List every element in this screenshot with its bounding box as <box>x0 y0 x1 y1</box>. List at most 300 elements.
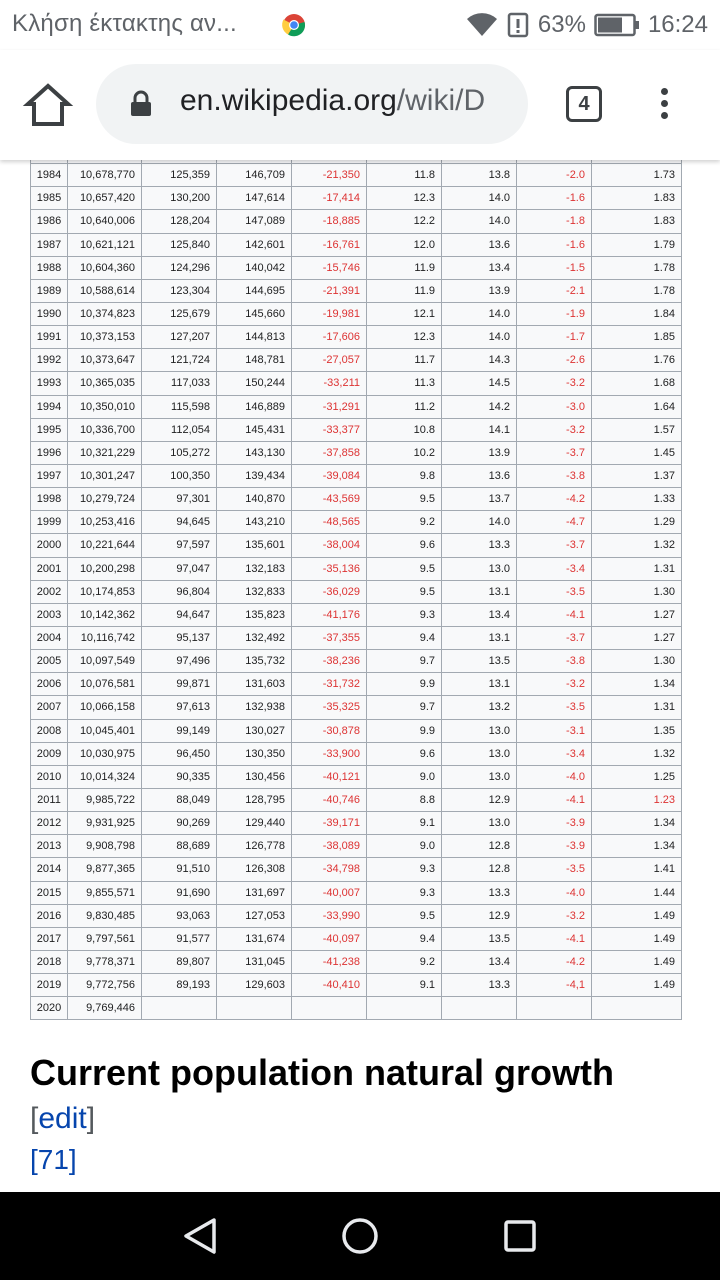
table-cell: 1.57 <box>592 418 682 441</box>
table-cell: -40,097 <box>292 927 367 950</box>
table-cell <box>517 997 592 1020</box>
table-cell: 9,769,446 <box>68 997 142 1020</box>
table-cell: 14.0 <box>442 302 517 325</box>
table-cell: 1.49 <box>592 927 682 950</box>
table-cell: -37,355 <box>292 626 367 649</box>
table-cell: 13.3 <box>442 534 517 557</box>
table-cell: 10.8 <box>367 418 442 441</box>
battery-percent: 63% <box>537 11 586 38</box>
url-path: /wiki/D <box>396 84 486 117</box>
table-cell: 12.0 <box>367 233 442 256</box>
year-cell: 2004 <box>31 626 68 649</box>
table-cell: 12.3 <box>367 326 442 349</box>
table-cell: 1.30 <box>592 650 682 673</box>
table-cell: 10,657,420 <box>68 187 142 210</box>
table-row <box>31 858 682 881</box>
table-cell: 10,350,010 <box>68 395 142 418</box>
table-cell: 9.4 <box>367 626 442 649</box>
table-cell: 9.3 <box>367 603 442 626</box>
year-cell: 1990 <box>31 302 68 325</box>
table-cell: -4.1 <box>517 603 592 626</box>
table-cell: 132,938 <box>217 696 292 719</box>
table-cell: -3.7 <box>517 441 592 464</box>
table-cell: -18,885 <box>292 210 367 233</box>
table-cell: 9.6 <box>367 534 442 557</box>
table-cell: 9,931,925 <box>68 812 142 835</box>
table-cell <box>292 997 367 1020</box>
table-cell: 1.31 <box>592 557 682 580</box>
table-cell: 97,496 <box>142 650 217 673</box>
table-cell: 14.0 <box>442 326 517 349</box>
table-cell: 13.9 <box>442 279 517 302</box>
year-cell: 1992 <box>31 349 68 372</box>
table-cell: 131,697 <box>217 881 292 904</box>
table-cell: 14.0 <box>442 210 517 233</box>
table-cell: 1.34 <box>592 673 682 696</box>
table-cell: 10,678,770 <box>68 164 142 187</box>
table-cell: 89,193 <box>142 974 217 997</box>
table-row <box>31 881 682 904</box>
chrome-icon <box>282 13 306 37</box>
table-cell: 128,795 <box>217 788 292 811</box>
table-cell: 10,604,360 <box>68 256 142 279</box>
year-cell: 1995 <box>31 418 68 441</box>
table-cell: 112,054 <box>142 418 217 441</box>
table-cell: 132,833 <box>217 580 292 603</box>
table-cell: 9.5 <box>367 904 442 927</box>
table-cell: -4.2 <box>517 488 592 511</box>
year-cell: 1987 <box>31 233 68 256</box>
table-cell: 1.78 <box>592 256 682 279</box>
year-cell: 2006 <box>31 673 68 696</box>
table-row <box>31 187 682 210</box>
address-bar[interactable] <box>96 64 528 144</box>
table-cell: 1.32 <box>592 534 682 557</box>
table-cell: 10,279,724 <box>68 488 142 511</box>
table-cell <box>217 997 292 1020</box>
table-cell: 95,137 <box>142 626 217 649</box>
table-cell: 1.49 <box>592 974 682 997</box>
table-cell: 96,804 <box>142 580 217 603</box>
year-cell: 2003 <box>31 603 68 626</box>
table-cell: -1.9 <box>517 302 592 325</box>
table-cell: 1.27 <box>592 603 682 626</box>
table-cell: 12.9 <box>442 904 517 927</box>
navigation-bar <box>0 1192 720 1280</box>
table-cell: 14.5 <box>442 372 517 395</box>
table-cell: -3.2 <box>517 418 592 441</box>
table-cell: -30,878 <box>292 719 367 742</box>
table-row <box>31 650 682 673</box>
table-cell: 10,045,401 <box>68 719 142 742</box>
year-cell: 1999 <box>31 511 68 534</box>
table-cell: 10,174,853 <box>68 580 142 603</box>
table-cell: 135,823 <box>217 603 292 626</box>
table-cell: 1.85 <box>592 326 682 349</box>
table-cell: 143,130 <box>217 441 292 464</box>
table-cell: 1.73 <box>592 164 682 187</box>
table-cell: 10,097,549 <box>68 650 142 673</box>
table-cell: 1.76 <box>592 349 682 372</box>
edit-link[interactable]: [edit] <box>30 1102 96 1135</box>
table-cell: -3.9 <box>517 812 592 835</box>
table-cell: 9,797,561 <box>68 927 142 950</box>
table-cell: 10,301,247 <box>68 464 142 487</box>
table-cell: 91,577 <box>142 927 217 950</box>
table-cell: 147,089 <box>217 210 292 233</box>
table-cell: 13.6 <box>442 233 517 256</box>
table-row <box>31 395 682 418</box>
table-cell: 9.3 <box>367 858 442 881</box>
table-cell: -1.5 <box>517 256 592 279</box>
table-cell: 126,778 <box>217 835 292 858</box>
table-cell: -34,798 <box>292 858 367 881</box>
table-cell: 1.25 <box>592 765 682 788</box>
table-cell: 132,492 <box>217 626 292 649</box>
table-cell: -43,569 <box>292 488 367 511</box>
table-row <box>31 603 682 626</box>
table-cell: 145,431 <box>217 418 292 441</box>
table-cell: 12.3 <box>367 187 442 210</box>
table-cell: 10,253,416 <box>68 511 142 534</box>
table-cell: 10,588,614 <box>68 279 142 302</box>
table-cell: 13.0 <box>442 719 517 742</box>
table-cell: -38,004 <box>292 534 367 557</box>
table-row <box>31 557 682 580</box>
table-cell: 1.83 <box>592 187 682 210</box>
notification-text: Κλήση έκτακτης αν... <box>12 10 237 37</box>
table-cell: 94,645 <box>142 511 217 534</box>
table-cell: -27,057 <box>292 349 367 372</box>
table-cell: -1.8 <box>517 210 592 233</box>
table-row <box>31 279 682 302</box>
status-icons <box>466 8 708 42</box>
table-cell: 9.0 <box>367 765 442 788</box>
table-cell: 9.2 <box>367 950 442 973</box>
reference-link[interactable]: [71] <box>30 1144 77 1175</box>
table-cell: 130,350 <box>217 742 292 765</box>
table-row <box>31 534 682 557</box>
more-vert-icon[interactable] <box>652 84 676 128</box>
table-cell: 127,053 <box>217 904 292 927</box>
table-cell: 9.2 <box>367 511 442 534</box>
table-cell: -3.1 <box>517 719 592 742</box>
section-heading: Current population natural growth <box>30 1052 614 1093</box>
table-cell: 91,510 <box>142 858 217 881</box>
home-icon[interactable] <box>22 80 74 130</box>
table-cell: 11.7 <box>367 349 442 372</box>
table-cell: 9,877,365 <box>68 858 142 881</box>
table-cell: 88,689 <box>142 835 217 858</box>
status-bar <box>0 0 720 50</box>
table-cell: -2.0 <box>517 164 592 187</box>
table-cell: 1.33 <box>592 488 682 511</box>
table-cell: -1.6 <box>517 187 592 210</box>
table-cell: 9.4 <box>367 927 442 950</box>
table-cell: 10,321,229 <box>68 441 142 464</box>
table-cell: -3.7 <box>517 626 592 649</box>
table-cell: 147,614 <box>217 187 292 210</box>
year-cell: 2002 <box>31 580 68 603</box>
table-cell: -4.1 <box>517 788 592 811</box>
table-cell: 10,374,823 <box>68 302 142 325</box>
table-cell: 9.6 <box>367 742 442 765</box>
table-cell: 9,985,722 <box>68 788 142 811</box>
table-cell: 1.27 <box>592 626 682 649</box>
table-cell: 129,440 <box>217 812 292 835</box>
table-cell: 125,679 <box>142 302 217 325</box>
table-cell: 12.8 <box>442 835 517 858</box>
table-cell: 13.3 <box>442 881 517 904</box>
table-cell: 1.83 <box>592 210 682 233</box>
table-cell: -3.7 <box>517 534 592 557</box>
table-cell: 9.1 <box>367 974 442 997</box>
table-cell: 13.2 <box>442 696 517 719</box>
table-cell: 9.9 <box>367 673 442 696</box>
table-cell: 13.4 <box>442 256 517 279</box>
table-cell: 9.0 <box>367 835 442 858</box>
table-cell: -4.0 <box>517 765 592 788</box>
table-cell: 10,066,158 <box>68 696 142 719</box>
table-row <box>31 765 682 788</box>
table-cell: 10,030,975 <box>68 742 142 765</box>
table-cell: 11.9 <box>367 279 442 302</box>
year-cell: 2013 <box>31 835 68 858</box>
table-cell: -35,136 <box>292 557 367 580</box>
table-cell: 129,603 <box>217 974 292 997</box>
table-cell: -40,007 <box>292 881 367 904</box>
table-cell: 93,063 <box>142 904 217 927</box>
table-cell: 117,033 <box>142 372 217 395</box>
table-cell: 97,301 <box>142 488 217 511</box>
table-cell: 9,830,485 <box>68 904 142 927</box>
table-cell: 127,207 <box>142 326 217 349</box>
table-cell: 9.9 <box>367 719 442 742</box>
year-cell: 1996 <box>31 441 68 464</box>
table-row <box>31 372 682 395</box>
table-cell: -4,1 <box>517 974 592 997</box>
table-cell: 13.4 <box>442 603 517 626</box>
table-cell: 13.3 <box>442 974 517 997</box>
table-cell: 145,660 <box>217 302 292 325</box>
table-cell: -3.4 <box>517 557 592 580</box>
table-row <box>31 696 682 719</box>
table-cell: -15,746 <box>292 256 367 279</box>
table-cell: 10,116,742 <box>68 626 142 649</box>
table-row <box>31 256 682 279</box>
table-cell: 13.0 <box>442 765 517 788</box>
table-cell: 9,855,571 <box>68 881 142 904</box>
table-cell: 128,204 <box>142 210 217 233</box>
table-cell: -3.2 <box>517 904 592 927</box>
table-cell: 135,601 <box>217 534 292 557</box>
table-cell: 1.45 <box>592 441 682 464</box>
table-cell: 90,335 <box>142 765 217 788</box>
year-cell: 1994 <box>31 395 68 418</box>
table-cell: 91,690 <box>142 881 217 904</box>
table-cell: -38,236 <box>292 650 367 673</box>
table-cell: 1.35 <box>592 719 682 742</box>
table-cell <box>142 997 217 1020</box>
url-domain: en.wikipedia.org <box>180 84 397 117</box>
year-cell: 1986 <box>31 210 68 233</box>
year-cell: 1991 <box>31 326 68 349</box>
table-cell: 140,870 <box>217 488 292 511</box>
table-row <box>31 441 682 464</box>
table-cell: 10.2 <box>367 441 442 464</box>
table-cell: 97,597 <box>142 534 217 557</box>
year-cell: 2007 <box>31 696 68 719</box>
year-cell: 2011 <box>31 788 68 811</box>
table-row <box>31 233 682 256</box>
data-saver-icon <box>506 12 530 38</box>
year-cell: 1989 <box>31 279 68 302</box>
table-cell: 99,871 <box>142 673 217 696</box>
table-cell <box>442 997 517 1020</box>
table-cell: 131,045 <box>217 950 292 973</box>
table-cell: 13.1 <box>442 673 517 696</box>
table-cell: -41,238 <box>292 950 367 973</box>
table-cell: 9,772,756 <box>68 974 142 997</box>
table-cell: 14.3 <box>442 349 517 372</box>
year-cell: 2001 <box>31 557 68 580</box>
table-cell: -39,084 <box>292 464 367 487</box>
table-cell: -3.2 <box>517 372 592 395</box>
table-row <box>31 719 682 742</box>
table-cell: 13.5 <box>442 650 517 673</box>
table-row <box>31 164 682 187</box>
table-cell: -4.2 <box>517 950 592 973</box>
table-row <box>31 927 682 950</box>
table-cell: 115,598 <box>142 395 217 418</box>
table-cell: 9.7 <box>367 650 442 673</box>
table-cell: 11.8 <box>367 164 442 187</box>
table-cell: 13.0 <box>442 812 517 835</box>
table-cell: 148,781 <box>217 349 292 372</box>
table-cell: 9.3 <box>367 881 442 904</box>
year-cell: 1984 <box>31 164 68 187</box>
table-cell: 13.4 <box>442 950 517 973</box>
table-cell <box>367 997 442 1020</box>
table-cell: 9.8 <box>367 464 442 487</box>
table-cell: 10,640,006 <box>68 210 142 233</box>
table-row <box>31 349 682 372</box>
table-cell: 10,621,121 <box>68 233 142 256</box>
table-cell: -3.8 <box>517 464 592 487</box>
recents-square-icon[interactable] <box>498 1214 542 1258</box>
table-row <box>31 488 682 511</box>
table-cell: 146,709 <box>217 164 292 187</box>
table-cell: 135,732 <box>217 650 292 673</box>
table-cell: 14.1 <box>442 418 517 441</box>
table-cell: -36,029 <box>292 580 367 603</box>
table-cell: -3.9 <box>517 835 592 858</box>
table-row <box>31 997 682 1020</box>
year-cell: 1988 <box>31 256 68 279</box>
table-row <box>31 464 682 487</box>
table-cell: 10,365,035 <box>68 372 142 395</box>
table-cell: 130,200 <box>142 187 217 210</box>
table-cell: 1.78 <box>592 279 682 302</box>
table-row <box>31 580 682 603</box>
table-cell: 10,336,700 <box>68 418 142 441</box>
table-cell: 100,350 <box>142 464 217 487</box>
table-cell: -1.6 <box>517 233 592 256</box>
table-cell: 131,603 <box>217 673 292 696</box>
table-cell: 9.5 <box>367 488 442 511</box>
table-cell: 1.49 <box>592 950 682 973</box>
table-cell: -39,171 <box>292 812 367 835</box>
table-cell: 89,807 <box>142 950 217 973</box>
table-cell: 11.2 <box>367 395 442 418</box>
back-triangle-icon[interactable] <box>178 1214 222 1258</box>
url-text[interactable] <box>180 84 485 118</box>
year-cell: 1985 <box>31 187 68 210</box>
table-row <box>31 511 682 534</box>
table-cell: 1.84 <box>592 302 682 325</box>
table-cell: 90,269 <box>142 812 217 835</box>
table-cell: 13.7 <box>442 488 517 511</box>
year-cell: 2000 <box>31 534 68 557</box>
table-cell: 13.1 <box>442 626 517 649</box>
table-cell <box>592 997 682 1020</box>
year-cell: 2016 <box>31 904 68 927</box>
table-cell: -21,391 <box>292 279 367 302</box>
table-cell: 10,142,362 <box>68 603 142 626</box>
table-cell: 140,042 <box>217 256 292 279</box>
year-cell: 2005 <box>31 650 68 673</box>
table-cell: 14.0 <box>442 187 517 210</box>
table-cell: 96,450 <box>142 742 217 765</box>
table-cell: 9.5 <box>367 580 442 603</box>
table-cell: 1.23 <box>592 788 682 811</box>
table-cell: 10,373,153 <box>68 326 142 349</box>
table-cell: 12.1 <box>367 302 442 325</box>
clock: 16:24 <box>647 11 708 38</box>
year-cell: 2019 <box>31 974 68 997</box>
table-cell: 14.2 <box>442 395 517 418</box>
table-cell: 13.9 <box>442 441 517 464</box>
table-cell: -3.5 <box>517 696 592 719</box>
table-cell: -33,990 <box>292 904 367 927</box>
table-cell: 13.5 <box>442 927 517 950</box>
table-cell: 13.0 <box>442 557 517 580</box>
table-cell: -31,291 <box>292 395 367 418</box>
table-cell: 1.34 <box>592 812 682 835</box>
table-cell: 1.30 <box>592 580 682 603</box>
home-circle-icon[interactable] <box>338 1214 382 1258</box>
table-cell: 143,210 <box>217 511 292 534</box>
table-cell: 10,373,647 <box>68 349 142 372</box>
table-cell: 9,778,371 <box>68 950 142 973</box>
edit-label[interactable]: edit <box>38 1102 87 1135</box>
table-cell: 124,296 <box>142 256 217 279</box>
year-cell: 2015 <box>31 881 68 904</box>
table-cell: 12.8 <box>442 858 517 881</box>
table-cell: -31,732 <box>292 673 367 696</box>
table-cell: 99,149 <box>142 719 217 742</box>
table-cell: 131,674 <box>217 927 292 950</box>
table-cell: 12.9 <box>442 788 517 811</box>
table-row <box>31 210 682 233</box>
table-cell: -3.5 <box>517 858 592 881</box>
table-cell: 126,308 <box>217 858 292 881</box>
table-cell: -4.0 <box>517 881 592 904</box>
year-cell: 2020 <box>31 997 68 1020</box>
table-cell: -17,606 <box>292 326 367 349</box>
table-cell: -4.1 <box>517 927 592 950</box>
tab-switcher-button[interactable]: 4 <box>566 86 602 122</box>
